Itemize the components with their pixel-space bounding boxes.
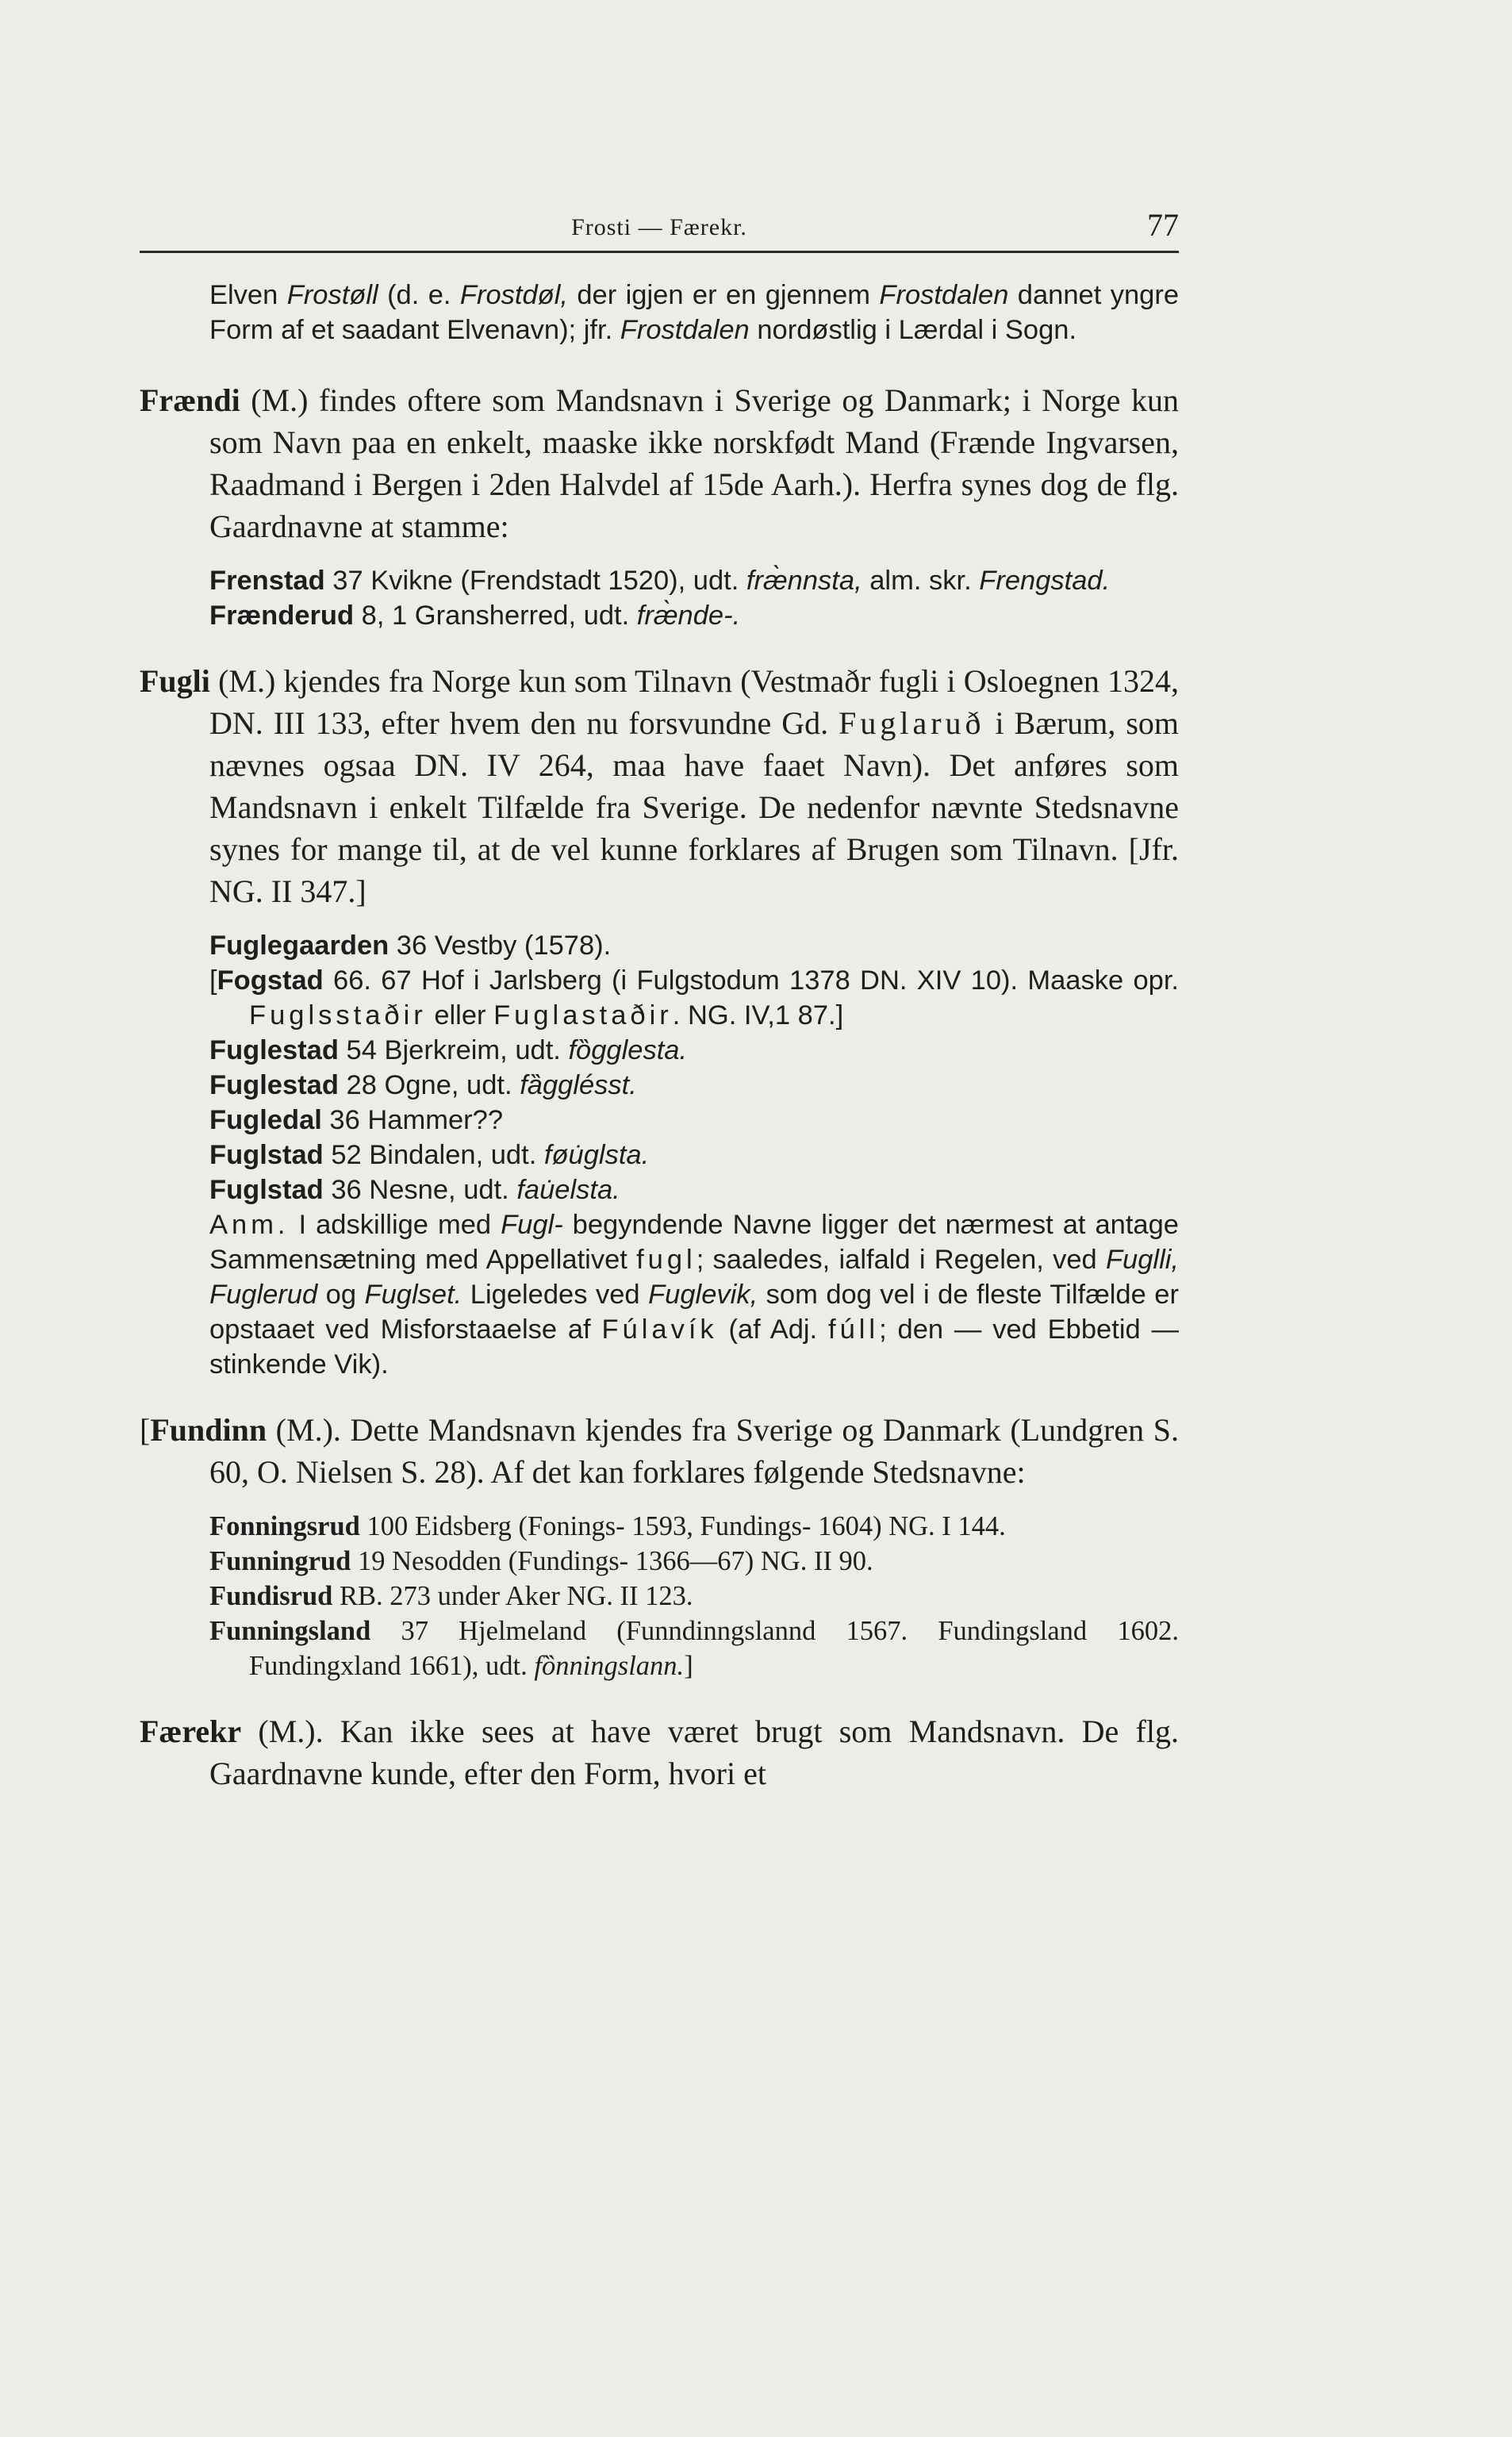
place-name: Funningsland [209,1616,371,1646]
place-entry [209,1033,1179,1068]
text-run: 66. 67 Hof i Jarlsberg (i Fulgstodum 1378 DN. XIV 10). Maaske opr. [323,965,1179,996]
text-run: nordøstlig i Lærdal i Sogn. [749,315,1077,345]
headword: Færekr [140,1714,242,1749]
spaced-name: Fuglaruð [839,705,985,741]
place-entry [209,1509,1179,1544]
place-name: Fundisrud [209,1581,333,1611]
text-run: 36 Vestby (1578). [389,931,612,961]
text-run: 37 Hjelmeland (Funndinngslannd 1567. Fundingsland 1602. Fundingxland 1661), udt. [249,1616,1179,1681]
page-number: 77 [1147,207,1179,243]
text-run: RB. 273 under Aker NG. II 123. [332,1581,693,1611]
fugli-entry [140,660,1179,912]
place-entry [209,963,1179,1033]
italic-name: Fuglset. [364,1280,462,1310]
text-run: 100 Eidsberg (Fonings- 1593, Fundings- 1604) NG. I 144. [359,1511,1006,1541]
entry-text: (M.) findes oftere som Mandsnavn i Sverige og Danmark; i Norge kun som Navn paa en enkelt, maaske ikke norskfødt Mand (Frænde Ingvarsen, Raadmand i Bergen i 2den Halvdel af 15de Aarh.). Herfra synes dog de flg. Gaardnavne at stamme: [209,382,1179,544]
fraendi-place-list [140,563,1179,633]
running-head: Frosti — Færekr. [571,214,747,240]
pronunciation: fau̇elsta. [516,1175,620,1205]
page-body [140,278,1179,1794]
text-run: der igjen er en gjennem [567,280,880,310]
text-run: og [317,1280,365,1310]
text-run: ; den — ved Ebbetid — stinkende Vik). [209,1314,1180,1380]
place-entry [209,1138,1179,1172]
place-name: Fuglegaarden [209,931,390,961]
place-name: Fuglstad [209,1140,324,1170]
entry-text: i Bærum, som nævnes ogsaa DN. IV 264, maa have faaet Navn). Det anføres som Mandsnavn i enkelt Tilfælde fra Sverige. De nedenfor nævnte Stedsnavne synes for mange til, at de vel kunne forklares af Brugen som Tilnavn. [Jfr. NG. II 347.] [209,705,1179,909]
spaced-name: Fúlavík [601,1314,718,1345]
bracket: [ [140,1412,151,1448]
italic-name: Frostdøl, [459,280,568,310]
place-name: Frænderud [209,601,355,631]
place-entry [209,598,1179,633]
place-name: Fuglestad [209,1035,339,1065]
place-name: Funningrud [209,1546,351,1576]
place-entry [209,1172,1179,1207]
text-run: som dog vel i de fleste Tilfælde er opstaaet ved Misforstaaelse af [209,1280,1179,1345]
annotation-note [209,1207,1179,1382]
text-run: ; saaledes, ialfald i Regelen, ved [696,1245,1106,1275]
italic-name: Frostøll [286,280,378,310]
pronunciation: fȁgglésst. [520,1070,637,1100]
headword: Fundinn [150,1412,267,1448]
italic-name: Fugl- [501,1210,563,1240]
italic-name: Frostdalen [620,315,750,345]
text-run: 28 Ogne, udt. [338,1070,520,1100]
text-run: Elven [209,280,287,310]
note-label: Anm. [209,1210,290,1240]
faerekr-entry [140,1710,1179,1794]
spaced-name: fúll [827,1314,880,1345]
italic-name: Fuglevik, [648,1280,758,1310]
bracket: [ [209,965,217,996]
text-run: 54 Bjerkreim, udt. [338,1035,569,1065]
place-name: Fugledal [209,1105,322,1135]
headword: Fugli [140,663,210,699]
pronunciation: føu̇glsta. [543,1140,650,1170]
place-entry [209,1103,1179,1138]
pronunciation: fȍgglesta. [568,1035,688,1065]
entry-text: (M.). Dette Mandsnavn kjendes fra Sverige og Danmark (Lundgren S. 60, O. Nielsen S. 28). Af det kan forklares følgende Stedsnavne: [209,1412,1179,1490]
pronunciation: fræ̀nde-. [636,601,741,631]
spaced-name: fugl [636,1245,697,1275]
fundinn-place-list [140,1509,1179,1683]
text-run: Ligeledes ved [462,1280,649,1310]
fugli-place-list [140,928,1179,1382]
pronunciation: fȍnningslann. [534,1651,685,1681]
text-run: 37 Kvikne (Frendstadt 1520), udt. [324,566,746,596]
bracket: ] [684,1651,693,1681]
text-run: 36 Hammer?? [321,1105,504,1135]
italic-name: Fuglli, Fuglerud [209,1245,1179,1310]
place-name: Frenstad [209,566,325,596]
entry-text: (M.) kjendes fra Norge kun som Tilnavn (Vestmaðr fugli i Osloegnen 1324, DN. III 133, efter hvem den nu forsvundne Gd. [209,663,1179,741]
italic-name: Frostdalen [879,280,1009,310]
place-entry [209,1068,1179,1103]
place-entry [209,1544,1179,1579]
spaced-name: Fuglastaðir [493,1000,673,1030]
place-name: Fuglstad [209,1175,324,1205]
place-name: Fonningsrud [209,1511,360,1541]
text-run: I adskillige med [289,1210,501,1240]
text-run: (d. e. [378,280,460,310]
entry-text: (M.). Kan ikke sees at have været brugt som Mandsnavn. De flg. Gaardnavne kunde, efter den Form, hvori et [209,1714,1179,1791]
place-name: Fogstad [217,965,324,996]
page-header [140,203,1179,253]
pronunciation: fræ̀nnsta, [746,566,862,596]
text-run: 8, 1 Gransherred, udt. [354,601,637,631]
text-run: begyndende Navne ligger det nærmest at antage Sammensætning med Appellativet [209,1210,1179,1275]
text-run: . NG. IV,1 87.] [672,1000,844,1030]
text-run: 36 Nesne, udt. [323,1175,517,1205]
text-run: dannet yngre Form af et saadant Elvenavn); jfr. [209,280,1180,345]
fraendi-entry [140,379,1179,547]
place-name: Fuglestad [209,1070,339,1100]
place-entry [209,1579,1179,1614]
place-entry [209,563,1179,598]
text-run: (af Adj. [717,1314,828,1345]
text-run: alm. skr. [862,566,980,596]
text-run: eller [426,1000,494,1030]
text-run: 52 Bindalen, udt. [323,1140,544,1170]
text-run: 19 Nesodden (Fundings- 1366—67) NG. II 90. [351,1546,873,1576]
italic-name: Frengstad. [979,566,1111,596]
headword: Frændi [140,382,240,418]
fundinn-entry [140,1409,1179,1493]
intro-paragraph [140,278,1179,347]
spaced-name: Fuglsstaðir [249,1000,427,1030]
place-entry [209,1614,1179,1683]
place-entry [209,928,1179,963]
